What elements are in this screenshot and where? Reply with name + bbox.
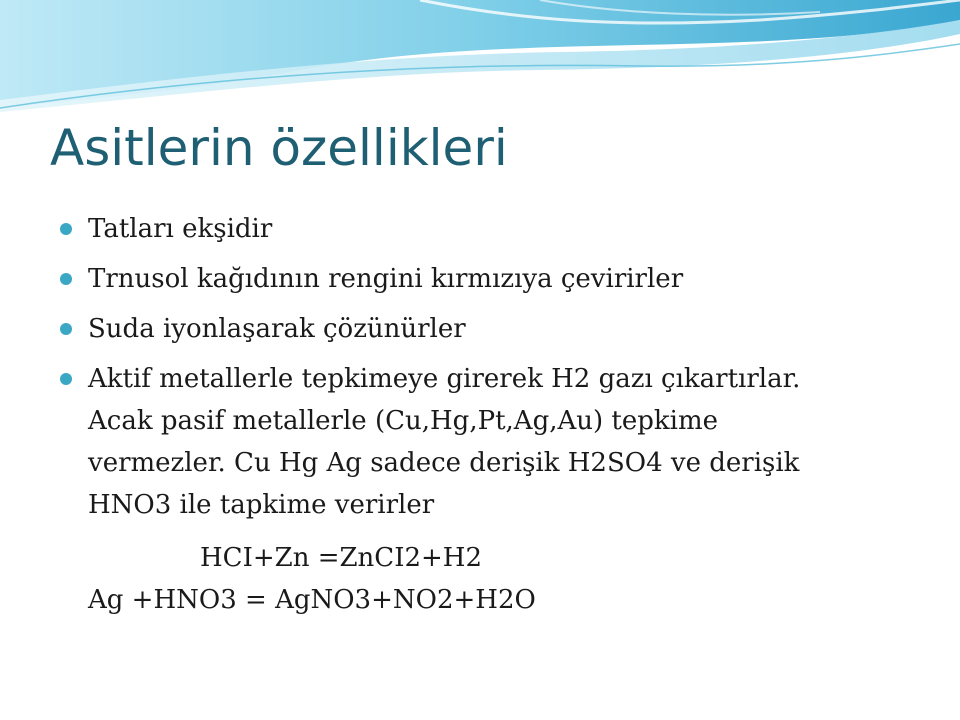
bullet-dot-icon: [60, 223, 72, 235]
bullet-text: Trnusol kağıdının rengini kırmızıya çevirirler: [88, 264, 684, 294]
bullet-item: [60, 358, 940, 526]
bullet-text: Tatları ekşidir: [88, 214, 273, 244]
bullet-dot-icon: [60, 323, 72, 335]
slide-title: Asitlerin özellikleri: [50, 119, 508, 177]
bullet-dot-icon: [60, 273, 72, 285]
header-wave-decoration: [0, 0, 960, 120]
bullet-dot-icon: [60, 373, 72, 385]
paragraph-line: Aktif metallerle tepkimeye girerek H2 gazı çıkartırlar.: [88, 364, 801, 394]
bullet-list: [60, 208, 940, 534]
bullet-item: [60, 208, 940, 250]
paragraph-line: Acak pasif metallerle (Cu,Hg,Pt,Ag,Au) tepkime: [88, 406, 718, 436]
bullet-text: Suda iyonlaşarak çözünürler: [88, 314, 466, 344]
bullet-item: [60, 258, 940, 300]
bullet-paragraph: [88, 358, 940, 526]
equations-block: [88, 537, 536, 621]
bullet-item: [60, 308, 940, 350]
equation-ag-hno3: Ag +HNO3 = AgNO3+NO2+H2O: [88, 585, 536, 615]
equation-hcl-zn: HCI+Zn =ZnCI2+H2: [200, 543, 483, 573]
paragraph-line: HNO3 ile tapkime verirler: [88, 490, 435, 520]
paragraph-line: vermezler. Cu Hg Ag sadece derişik H2SO4 ve derişik: [88, 448, 800, 478]
